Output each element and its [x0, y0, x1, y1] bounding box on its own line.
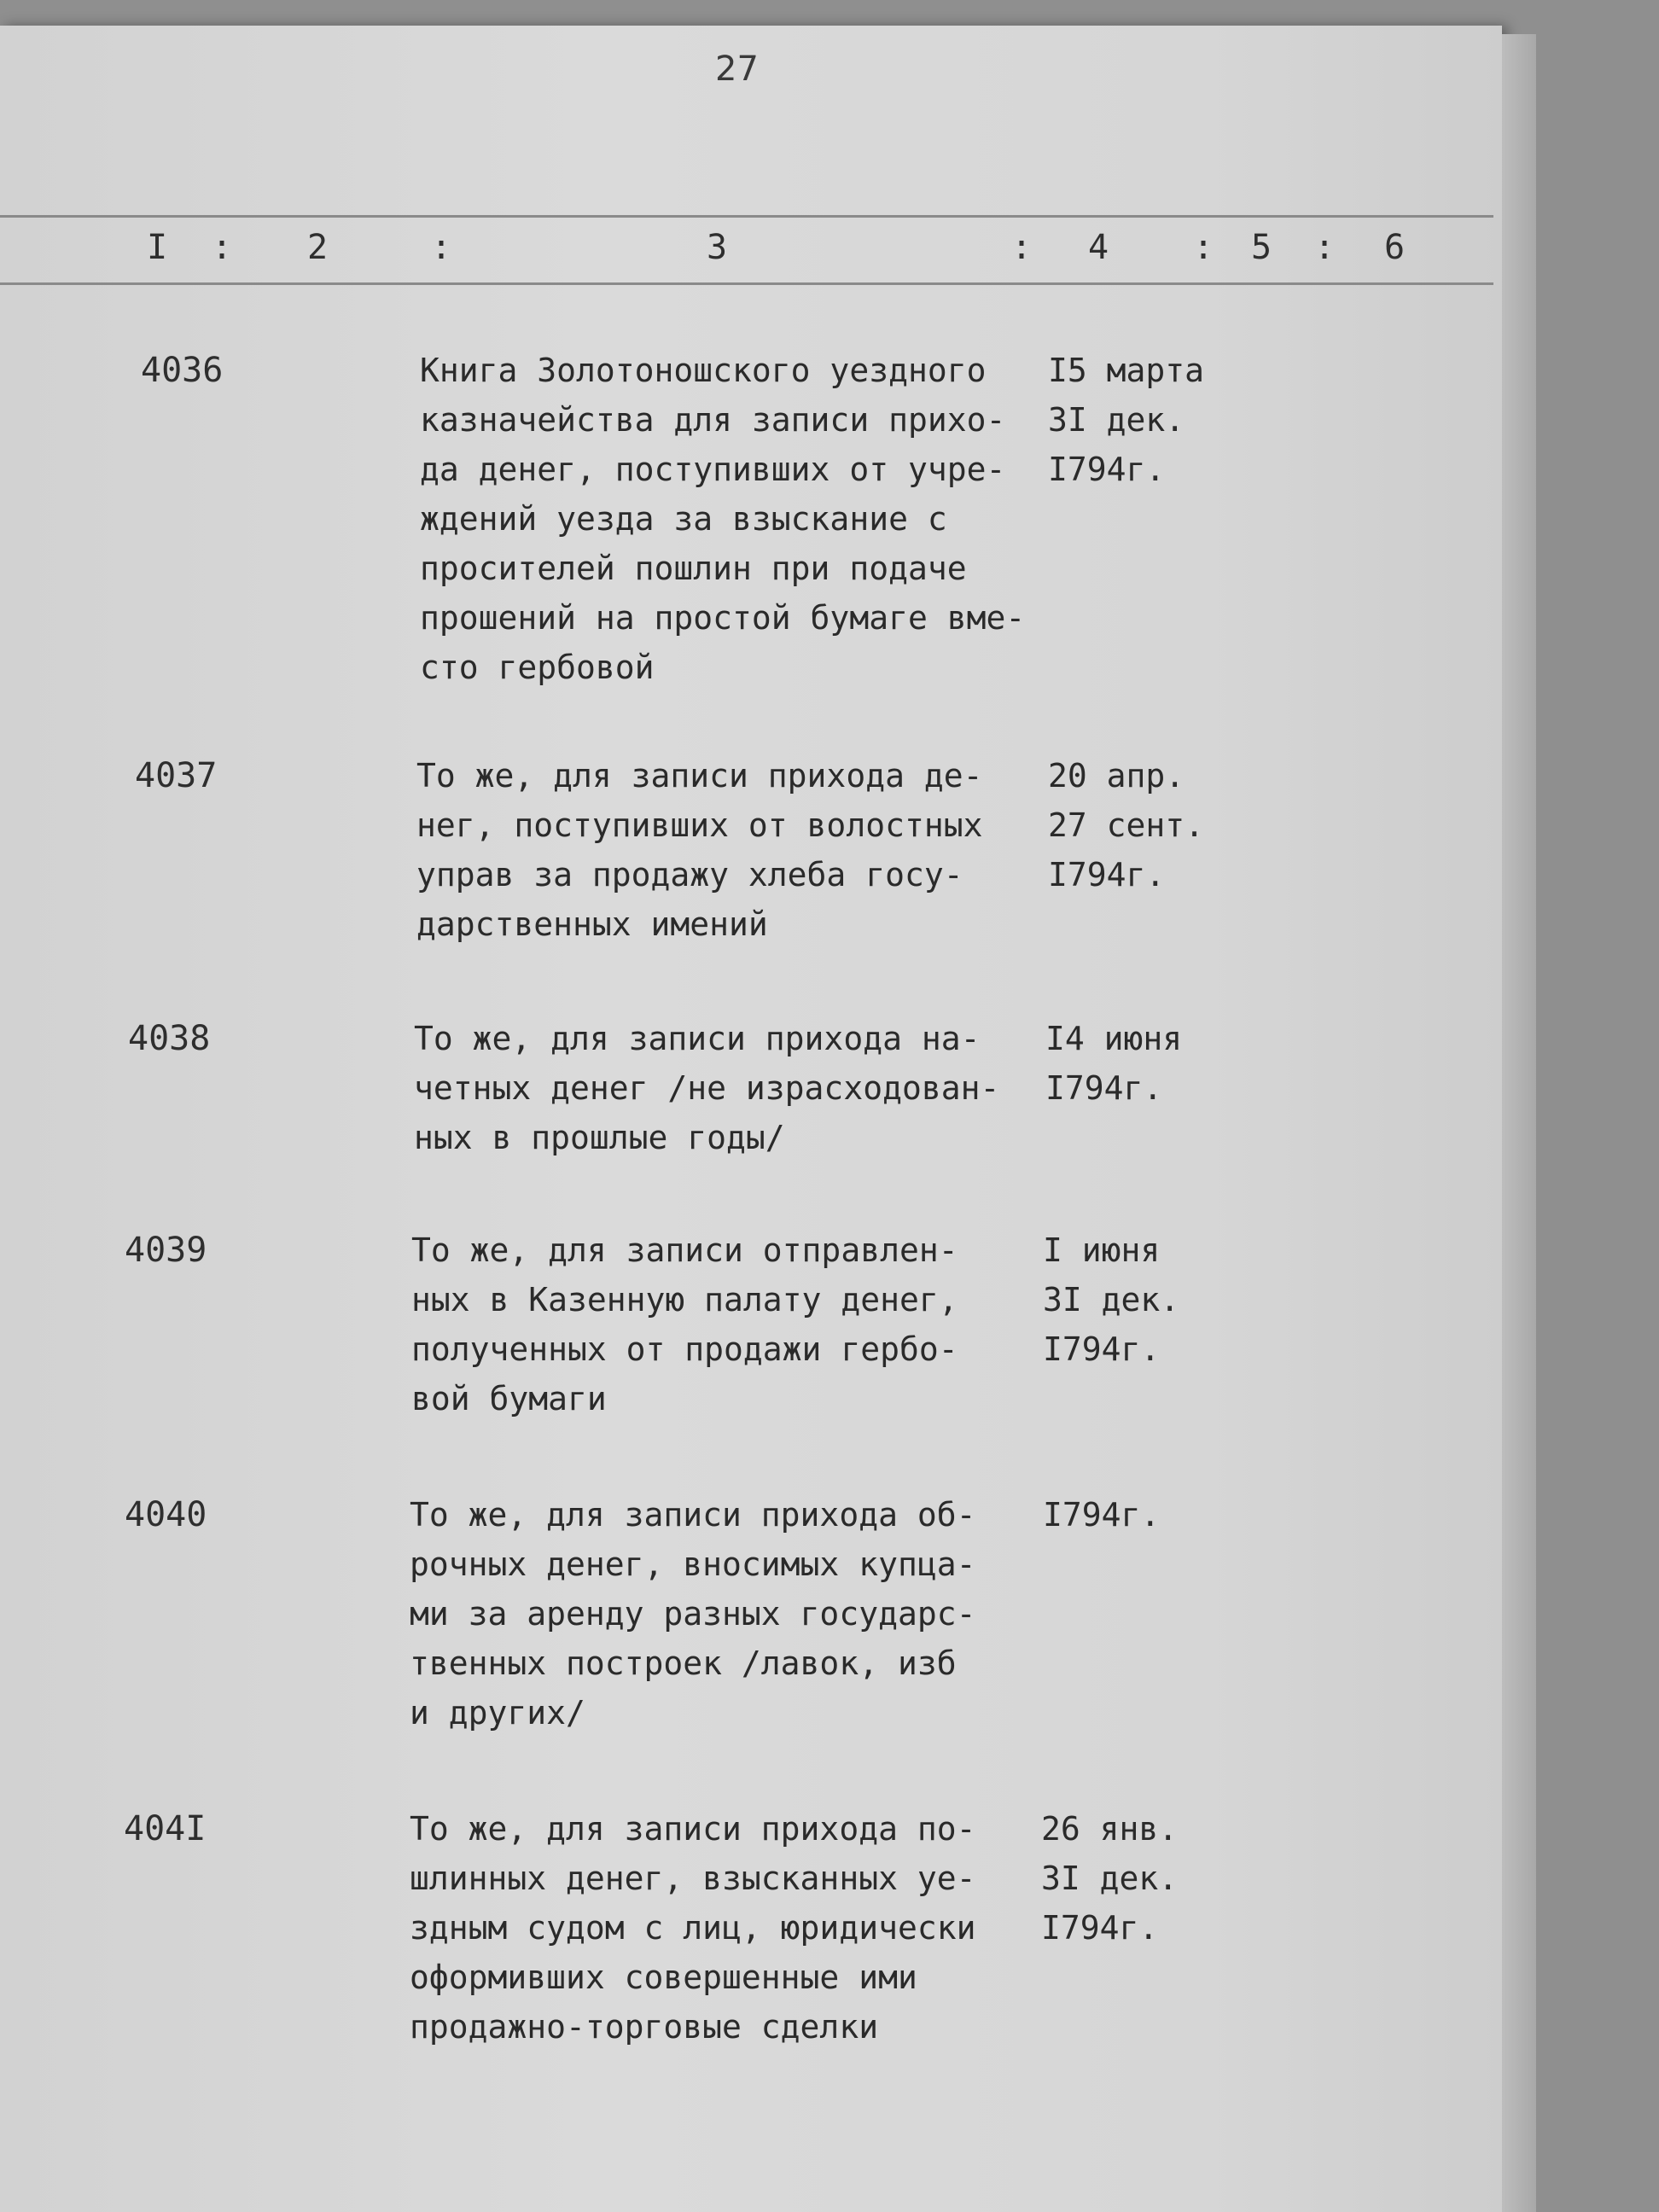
entry-dates: I июня 3I дек. I794г.	[1043, 1231, 1180, 1368]
entry-number: 4038	[128, 1019, 211, 1058]
column-header-6: 6	[1384, 228, 1406, 267]
entry-number: 4036	[141, 351, 224, 390]
entry-description: То же, для записи прихода де- нег, поступивших от волостных управ за продажу хлеба госу- дарственных имений	[416, 757, 983, 943]
column-separator: :	[1193, 228, 1214, 267]
column-header-4: 4	[1088, 228, 1109, 267]
entry-description: То же, для записи прихода по- шлинных денег, взысканных уе- здным судом с лиц, юридически оформивших совершенные ими продажно-торговые сделки	[410, 1810, 976, 2046]
entry-dates: I4 июня I794г.	[1045, 1020, 1183, 1107]
entry-dates: I5 марта 3I дек. I794г.	[1048, 352, 1205, 488]
column-separator: :	[1314, 228, 1336, 267]
entry-description: То же, для записи прихода об- рочных денег, вносимых купца- ми за аренду разных государс- твенных построек /лавок, изб и других/	[410, 1496, 976, 1732]
column-header-3: 3	[707, 228, 728, 267]
entry-number: 4040	[125, 1495, 207, 1534]
column-header-2: 2	[307, 228, 329, 267]
column-separator: :	[1011, 228, 1033, 267]
entry-number: 404I	[124, 1809, 207, 1848]
column-separator: :	[431, 228, 452, 267]
column-separator: :	[212, 228, 233, 267]
entry-number: 4039	[125, 1231, 207, 1270]
entry-description: То же, для записи отправлен- ных в Казенную палату денег, полученных от продажи гербо- вой бумаги	[411, 1231, 958, 1417]
entry-dates: 20 апр. 27 сент. I794г.	[1048, 757, 1205, 894]
entry-dates: I794г.	[1043, 1496, 1161, 1534]
entry-description: Книга Золотоношского уездного казначейства для записи прихо- да денег, поступивших от учре- ждений уезда за взыскание с просителей пошлин при подаче прошений на простой бумаге вме- сто гербовой	[420, 352, 1026, 686]
entry-number: 4037	[135, 756, 218, 795]
page-edge	[1502, 34, 1536, 2212]
column-header-5: 5	[1251, 228, 1272, 267]
page-number: 27	[715, 49, 759, 89]
entry-dates: 26 янв. 3I дек. I794г.	[1041, 1810, 1179, 1947]
entry-description: То же, для записи прихода на- четных денег /не израсходован- ных в прошлые годы/	[414, 1020, 1000, 1156]
column-header-1: I	[147, 228, 168, 267]
